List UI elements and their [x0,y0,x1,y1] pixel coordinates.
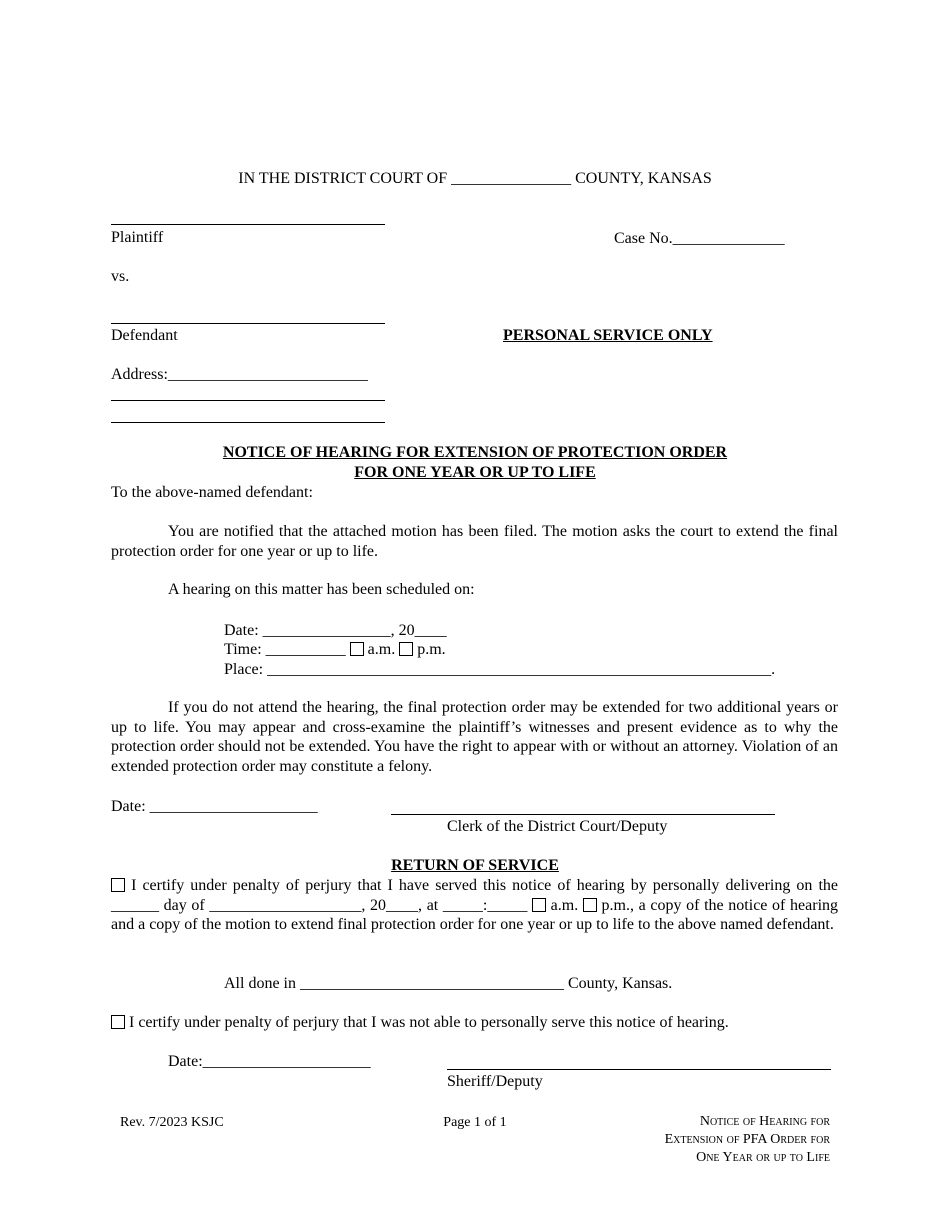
return-of-service-heading: RETURN OF SERVICE [391,857,559,874]
sheriff-signature-label: Sheriff/Deputy [447,1073,543,1090]
plaintiff-label: Plaintiff [111,229,164,246]
certify-served-paragraph [111,876,838,935]
hearing-place-field[interactable]: Place: _______________________________________________________________. [224,661,776,678]
certify-served-text-a: I certify under penalty of perjury that I have served this notice of hearing by personally delivering on the ______ day of ___________________, 20____, at _____:_____ [111,877,839,914]
service-pm-checkbox[interactable] [583,898,597,912]
address-line-2[interactable] [111,400,385,401]
form-title-footer [665,1113,830,1167]
hearing-pm-checkbox[interactable] [399,642,413,656]
service-county-field[interactable]: All done in _________________________________ County, Kansas. [224,975,673,992]
clerk-signature-line[interactable] [391,814,775,815]
clerk-signature-label: Clerk of the District Court/Deputy [447,818,668,835]
sheriff-date-field[interactable]: Date:_____________________ [168,1053,371,1070]
document-title-line-2: FOR ONE YEAR OR UP TO LIFE [354,464,596,481]
salutation: To the above-named defendant: [111,484,313,501]
certify-served-checkbox[interactable] [111,878,125,892]
defendant-name-line[interactable] [111,323,385,324]
hearing-am-checkbox[interactable] [350,642,364,656]
sheriff-signature-line[interactable] [447,1069,831,1070]
form-title-footer-line-2: Extension of PFA Order for [664,1132,830,1147]
address-line-3[interactable] [111,422,385,423]
service-am-label: a.m. [550,896,579,914]
notification-paragraph: You are notified that the attached motion has been filed. The motion asks the court to extend the final protection order for one year or up to life. [111,523,838,560]
case-number-field[interactable]: Case No.______________ [614,230,785,247]
certify-not-served-row [111,1013,729,1033]
defendant-label: Defendant [111,327,178,344]
document-title-line-1: NOTICE OF HEARING FOR EXTENSION OF PROTECTION ORDER [222,444,728,461]
hearing-time-field[interactable]: Time: __________ [224,641,346,658]
address-field[interactable]: Address:_________________________ [111,366,368,383]
service-type-label: PERSONAL SERVICE ONLY [503,327,713,344]
form-title-footer-line-3: One Year or up to Life [696,1150,830,1165]
certify-served-text-b: p.m., a copy of the notice of hearing and a copy of the motion to extend final protection order for one year or up to life to the above named defendant. [111,896,839,933]
consequences-paragraph: If you do not attend the hearing, the final protection order may be extended for two additional years or up to life. You may appear and cross-examine the plaintiff’s witnesses and present evidence as to why the protection order should not be extended. You have the right to appear with or without an attorney. Violation of an extended protection order may constitute a felony. [111,699,838,775]
hearing-pm-label: p.m. [417,641,446,658]
page-number: Page 1 of 1 [443,1115,507,1130]
service-am-checkbox[interactable] [532,898,546,912]
vs-label: vs. [111,268,130,285]
hearing-am-label: a.m. [367,641,396,658]
clerk-date-field[interactable]: Date: _____________________ [111,798,318,815]
hearing-time-row [224,640,446,660]
plaintiff-name-line[interactable] [111,224,385,225]
certify-not-served-text: I certify under penalty of perjury that I was not able to personally serve this notice of hearing. [129,1014,729,1031]
form-title-footer-line-1: Notice of Hearing for [699,1114,830,1129]
certify-not-served-checkbox[interactable] [111,1015,125,1029]
revision-label: Rev. 7/2023 KSJC [120,1115,224,1130]
court-heading: IN THE DISTRICT COURT OF _______________ COUNTY, KANSAS [238,170,712,187]
hearing-date-field[interactable]: Date: ________________, 20____ [224,622,447,639]
hearing-scheduled-text: A hearing on this matter has been scheduled on: [168,581,475,598]
